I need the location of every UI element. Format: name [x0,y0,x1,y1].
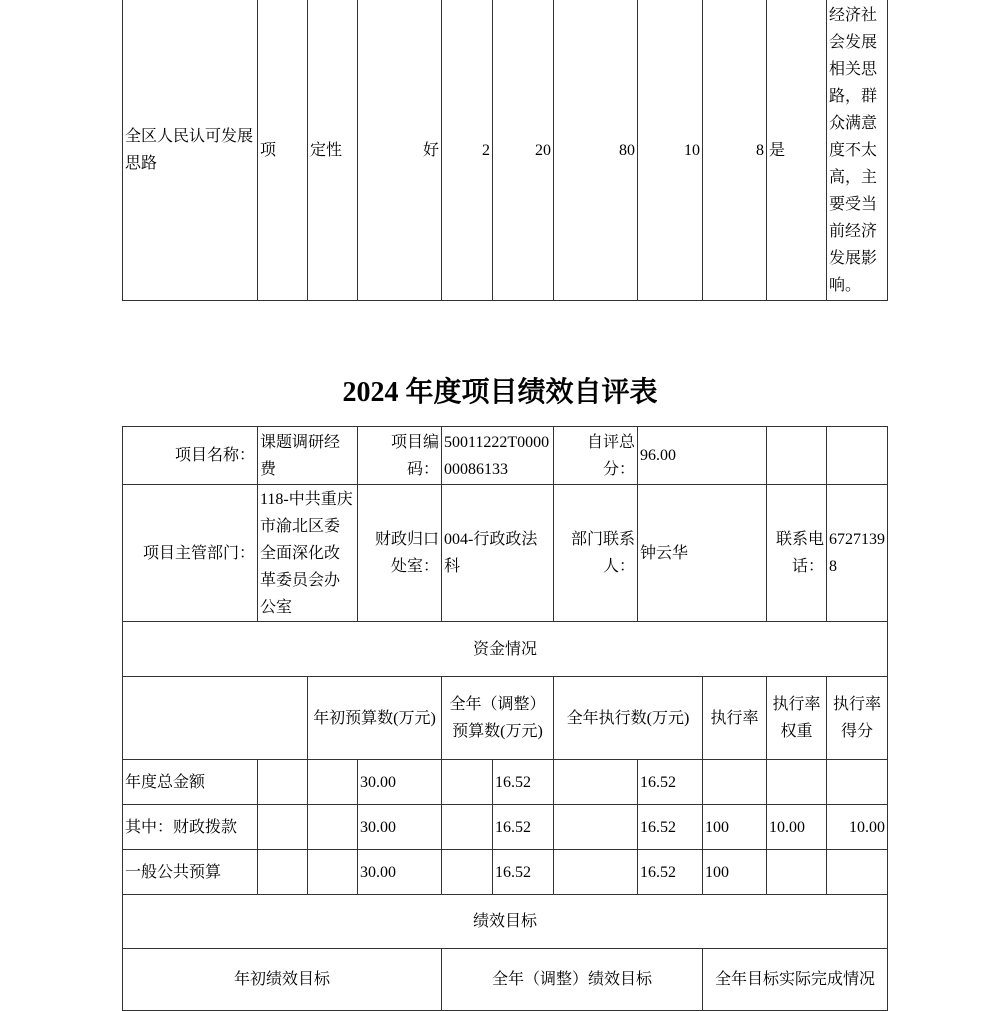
initial-budget [357,804,442,850]
empty-cell [257,849,308,895]
initial-budget [357,759,442,805]
adjusted-budget [492,759,554,805]
goals-header-text: 年初绩效目标 [233,971,330,988]
goals-header [441,948,703,1011]
execution-rate-text: 100 [705,863,729,881]
project-code-text: 50011222T000000086133 [444,433,550,478]
office-value [441,484,554,622]
value-cell [441,0,493,301]
funds-header [553,676,703,760]
funds-row-label [122,804,258,850]
unit-cell-text: 项 [260,141,277,159]
funds-row-label-text: 年度总金额 [125,773,206,791]
value-cell-text: 2 [482,141,490,159]
phone-label-text: 联系电话： [775,531,824,575]
score-value-text: 96.00 [640,447,676,464]
rate-score [826,849,888,895]
indicator-cell-text: 全区人民认可发展思路 [125,128,254,172]
execution-rate-text: 100 [705,818,729,836]
value-cell-text: 8 [756,141,764,159]
value-cell-text: 80 [619,141,635,159]
contact-value [637,484,767,622]
score-label [553,426,638,485]
indicator-cell [122,0,258,301]
initial-budget-text: 30.00 [360,863,396,881]
contact-label [553,484,638,622]
dept-value [257,484,358,622]
contact-label-text: 部门联系人： [570,531,635,575]
goals-header [122,948,442,1011]
phone-label [766,484,827,622]
empty-cell [826,426,888,485]
score-label-text: 自评总分： [586,433,635,478]
adjusted-budget-text: 16.52 [495,818,531,836]
goals-header-text: 全年（调整）绩效目标 [491,971,652,988]
empty-cell [766,426,827,485]
goals-section-title-text: 绩效目标 [472,913,537,930]
value-cell [492,0,554,301]
value-cell [702,0,767,301]
project-name-text: 课题调研经费 [260,433,341,478]
executed-amount-text: 16.52 [640,773,676,791]
funds-header-text: 年初预算数(万元) [313,709,436,727]
empty-cell [257,759,308,805]
empty-cell [441,804,493,850]
rate-weight [766,804,827,850]
target-cell [357,0,442,301]
dept-value-text: 118-中共重庆市渝北区委全面深化改革委员会办公室 [260,490,353,616]
adjusted-budget [492,804,554,850]
project-code-label-text: 项目编码： [390,433,439,478]
rate-weight [766,849,827,895]
rate-score [826,759,888,805]
value-cell [637,0,703,301]
executed-amount-text: 16.52 [640,863,676,881]
office-label-text: 财政归口处室： [374,531,439,575]
rate-score [826,804,888,850]
rate-score-text: 10.00 [849,818,885,836]
dept-label-text: 项目主管部门： [142,544,255,562]
met-cell [766,0,827,301]
execution-rate [702,759,767,805]
initial-budget-text: 30.00 [360,773,396,791]
adjusted-budget-text: 16.52 [495,773,531,791]
empty-cell [257,804,308,850]
score-value [637,426,767,485]
dept-label [122,484,258,622]
nature-cell [307,0,358,301]
funds-header-text: 执行率得分 [832,696,881,740]
empty-cell [307,849,358,895]
funds-row-label [122,759,258,805]
value-cell-text: 20 [535,141,551,159]
project-name-label-text: 项目名称： [174,447,255,464]
value-cell-text: 10 [684,141,700,159]
initial-budget [357,849,442,895]
project-code [441,426,554,485]
executed-amount-text: 16.52 [640,818,676,836]
funds-section-title [122,621,888,677]
executed-amount [637,759,703,805]
page-title: 2024 年度项目绩效自评表 [342,377,658,408]
executed-amount [637,804,703,850]
funds-section-title-text: 资金情况 [472,640,537,658]
nature-cell-text: 定性 [310,141,343,159]
initial-budget-text: 30.00 [360,818,396,836]
empty-cell [553,804,638,850]
office-label [357,484,442,622]
execution-rate [702,849,767,895]
empty-cell [307,804,358,850]
phone-value-text: 67271398 [829,531,885,575]
target-cell-text: 好 [422,141,439,159]
contact-value-text: 钟云华 [640,544,689,562]
funds-header [307,676,442,760]
executed-amount [637,849,703,895]
funds-row-label-text: 一般公共预算 [125,863,222,881]
funds-header-text: 执行率 [710,709,759,727]
empty-cell [307,759,358,805]
project-name-label [122,426,258,485]
empty-cell [122,676,308,760]
funds-header [766,676,827,760]
project-code-label [357,426,442,485]
goals-header [702,948,888,1011]
rate-weight [766,759,827,805]
adjusted-budget [492,849,554,895]
funds-header-text: 执行率权重 [772,696,821,740]
funds-header [702,676,767,760]
funds-header [441,676,554,760]
rate-weight-text: 10.00 [769,818,805,836]
unit-cell [257,0,308,301]
goals-section-title [122,894,888,949]
funds-header-text: 全年执行数(万元) [566,709,690,727]
empty-cell [441,759,493,805]
reason-cell-text: 经济社会发展相关思路，群众满意度不太高，主要受当前经济发展影响。 [829,6,878,294]
empty-cell [553,759,638,805]
empty-cell [441,849,493,895]
value-cell [553,0,638,301]
funds-header [826,676,888,760]
funds-row-label [122,849,258,895]
funds-header-text: 全年（调整）预算数(万元) [449,696,546,740]
phone-value [826,484,888,622]
goals-header-text: 全年目标实际完成情况 [714,971,875,988]
funds-row-label-text: 其中：财政拨款 [125,818,238,836]
adjusted-budget-text: 16.52 [495,863,531,881]
met-cell-text: 是 [769,141,786,159]
office-value-text: 004-行政政法科 [444,531,538,575]
reason-cell [826,0,888,301]
empty-cell [553,849,638,895]
project-name [257,426,358,485]
execution-rate [702,804,767,850]
